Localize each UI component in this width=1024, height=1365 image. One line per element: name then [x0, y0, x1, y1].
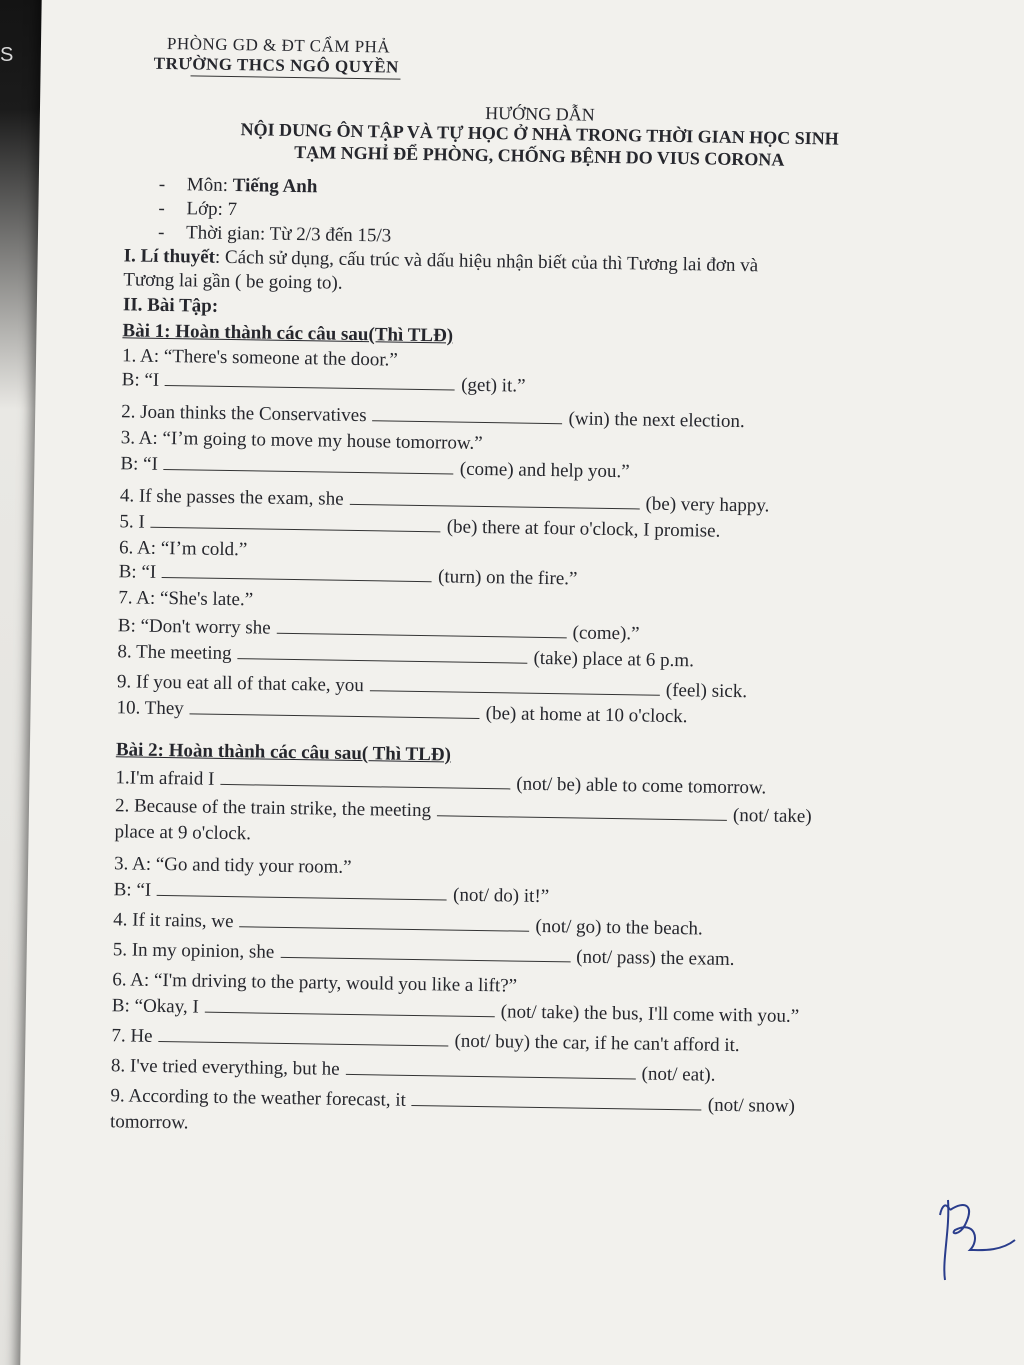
ex2-line — [112, 969, 517, 997]
question-text: 5. I — [119, 511, 145, 533]
question-hint: (turn) on the fire.” — [437, 566, 578, 590]
question-text: 9. According to the weather forecast, it — [110, 1085, 407, 1111]
answer-blank[interactable] — [220, 783, 510, 790]
answer-blank[interactable] — [412, 1104, 702, 1111]
ex2-line — [114, 853, 352, 879]
question-hint: (feel) sick. — [665, 679, 748, 703]
ex2-line — [114, 879, 550, 908]
question-hint: (not/ be) able to come tomorrow. — [516, 773, 767, 799]
question-hint: (be) at home at 10 o'clock. — [485, 703, 688, 728]
answer-blank[interactable] — [437, 814, 727, 821]
doc-subtitle-1: NỘI DUNG ÔN TẬP VÀ TỰ HỌC Ở NHÀ TRONG THỜI GIAN HỌC SINH — [240, 119, 839, 149]
subject-line: - Môn: Tiếng Anh — [158, 173, 318, 198]
worksheet-content — [20, 0, 1024, 1365]
question-text: 6. A: “I’m cold.” — [118, 537, 248, 561]
ex1-line — [116, 697, 687, 728]
ex2-line — [112, 995, 800, 1028]
answer-blank[interactable] — [373, 419, 563, 424]
theory-line: I. Lí thuyết: Cách sử dụng, cấu trúc và dấu hiệu nhận biết của thì Tương lai đơn và — [123, 245, 759, 277]
school-name: TRƯỜNG THCS NGÔ QUYỀN — [153, 53, 400, 77]
doc-subtitle-2: TẠM NGHỈ ĐỂ PHÒNG, CHỐNG BỆNH DO VIUS CORONA — [294, 141, 785, 170]
question-hint: (not/ do) it!” — [452, 884, 550, 908]
doc-title: HƯỚNG DẪN — [485, 102, 595, 125]
ex2-line — [111, 1025, 740, 1057]
answer-blank[interactable] — [239, 925, 529, 932]
ex2-line — [111, 1055, 716, 1086]
question-text: 7. He — [111, 1025, 153, 1047]
answer-blank[interactable] — [277, 632, 567, 639]
question-hint: (not/ take) — [732, 804, 812, 828]
ex1-line — [118, 615, 640, 645]
question-text: 3. A: “I’m going to move my house tomorrow.” — [120, 427, 483, 454]
answer-blank[interactable] — [370, 689, 660, 696]
answer-blank[interactable] — [151, 526, 441, 533]
ex2-line — [113, 939, 735, 971]
question-text: 6. A: “I'm driving to the party, would you like a lift?” — [112, 969, 518, 997]
answer-blank[interactable] — [164, 468, 454, 475]
exercises-label: II. Bài Tập: — [122, 294, 219, 317]
question-hint: (be) very happy. — [645, 493, 770, 517]
answer-blank[interactable] — [238, 657, 528, 664]
question-text: tomorrow. — [109, 1111, 189, 1134]
question-hint: (not/ go) to the beach. — [535, 915, 703, 940]
ex1-line — [122, 369, 526, 397]
theory-line-2: Tương lai gần ( be going to). — [123, 269, 343, 294]
ex1-line — [118, 587, 253, 611]
question-text: 7. A: “She's late.” — [118, 587, 254, 611]
question-text: B: “I — [113, 879, 152, 901]
answer-blank[interactable] — [158, 1040, 448, 1047]
question-text: place at 9 o'clock. — [114, 821, 252, 845]
question-text: 2. Joan thinks the Conservatives — [121, 401, 367, 427]
subject-value: Tiếng Anh — [232, 175, 318, 198]
question-hint: (get) it.” — [460, 374, 526, 397]
question-text: 10. They — [116, 697, 184, 720]
question-text: 1.I'm afraid I — [115, 767, 215, 790]
answer-blank[interactable] — [157, 894, 447, 901]
question-hint: (not/ pass) the exam. — [576, 946, 735, 970]
question-text: 9. If you eat all of that cake, you — [116, 671, 365, 697]
theory-label: I. Lí thuyết — [123, 245, 216, 268]
ex2-line — [110, 1085, 795, 1118]
question-hint: (come).” — [572, 622, 640, 645]
department-name: PHÒNG GD & ĐT CẨM PHẢ — [166, 33, 391, 57]
ex1-line — [119, 537, 248, 561]
question-text: 4. If it rains, we — [113, 909, 234, 933]
question-text: B: “I — [120, 453, 159, 475]
question-hint: (come) and help you.” — [459, 458, 630, 483]
edge-letter: S — [0, 44, 14, 66]
answer-blank[interactable] — [346, 1073, 636, 1080]
time-line: - Thời gian: Từ 2/3 đến 15/3 — [157, 221, 392, 247]
grade-line: - Lớp: 7 — [158, 197, 238, 221]
question-text: B: “I — [118, 561, 157, 583]
ex2-line — [110, 1111, 189, 1134]
ex2-line — [113, 909, 703, 940]
question-hint: (take) place at 6 p.m. — [533, 647, 695, 672]
answer-blank[interactable] — [165, 384, 455, 391]
exercise-1-heading: Bài 1: Hoàn thành các câu sau(Thì TLĐ) — [122, 320, 454, 347]
question-hint: (not/ take) the bus, I'll come with you.” — [500, 1001, 800, 1028]
worksheet-paper — [20, 0, 1024, 1365]
question-hint: (be) there at four o'clock, I promise. — [446, 516, 721, 542]
ex2-line — [114, 821, 251, 845]
ex1-line — [117, 641, 694, 672]
answer-blank[interactable] — [280, 956, 570, 963]
ex1-line — [120, 453, 630, 483]
question-hint: (not/ buy) the car, if he can't afford it. — [454, 1030, 740, 1057]
answer-blank[interactable] — [162, 576, 432, 582]
ex1-line — [119, 561, 578, 590]
question-text: 8. The meeting — [117, 641, 232, 665]
question-text: 4. If she passes the exam, she — [119, 485, 344, 510]
question-text: 5. In my opinion, she — [112, 939, 275, 963]
teacher-signature — [920, 1180, 1020, 1300]
answer-blank[interactable] — [205, 1011, 495, 1018]
question-text: 8. I've tried everything, but he — [110, 1055, 340, 1080]
answer-blank[interactable] — [190, 712, 480, 719]
ex1-line — [121, 427, 483, 455]
exercise-2-heading: Bài 2: Hoàn thành các câu sau( Thì TLĐ) — [115, 739, 452, 766]
question-text: B: “Okay, I — [111, 995, 199, 1018]
answer-blank[interactable] — [350, 503, 640, 510]
question-text: 2. Because of the train strike, the meeting — [114, 795, 432, 822]
question-text: 3. A: “Go and tidy your room.” — [113, 853, 352, 878]
question-hint: (not/ snow) — [707, 1094, 796, 1117]
ex1-line — [122, 345, 398, 371]
question-text: B: “Don't worry she — [117, 615, 271, 639]
question-text: B: “I — [121, 369, 160, 391]
question-hint: (win) the next election. — [568, 408, 745, 433]
question-text: 1. A: “There's someone at the door.” — [121, 345, 398, 371]
question-hint: (not/ eat). — [641, 1063, 716, 1086]
ex2-line — [115, 767, 766, 799]
